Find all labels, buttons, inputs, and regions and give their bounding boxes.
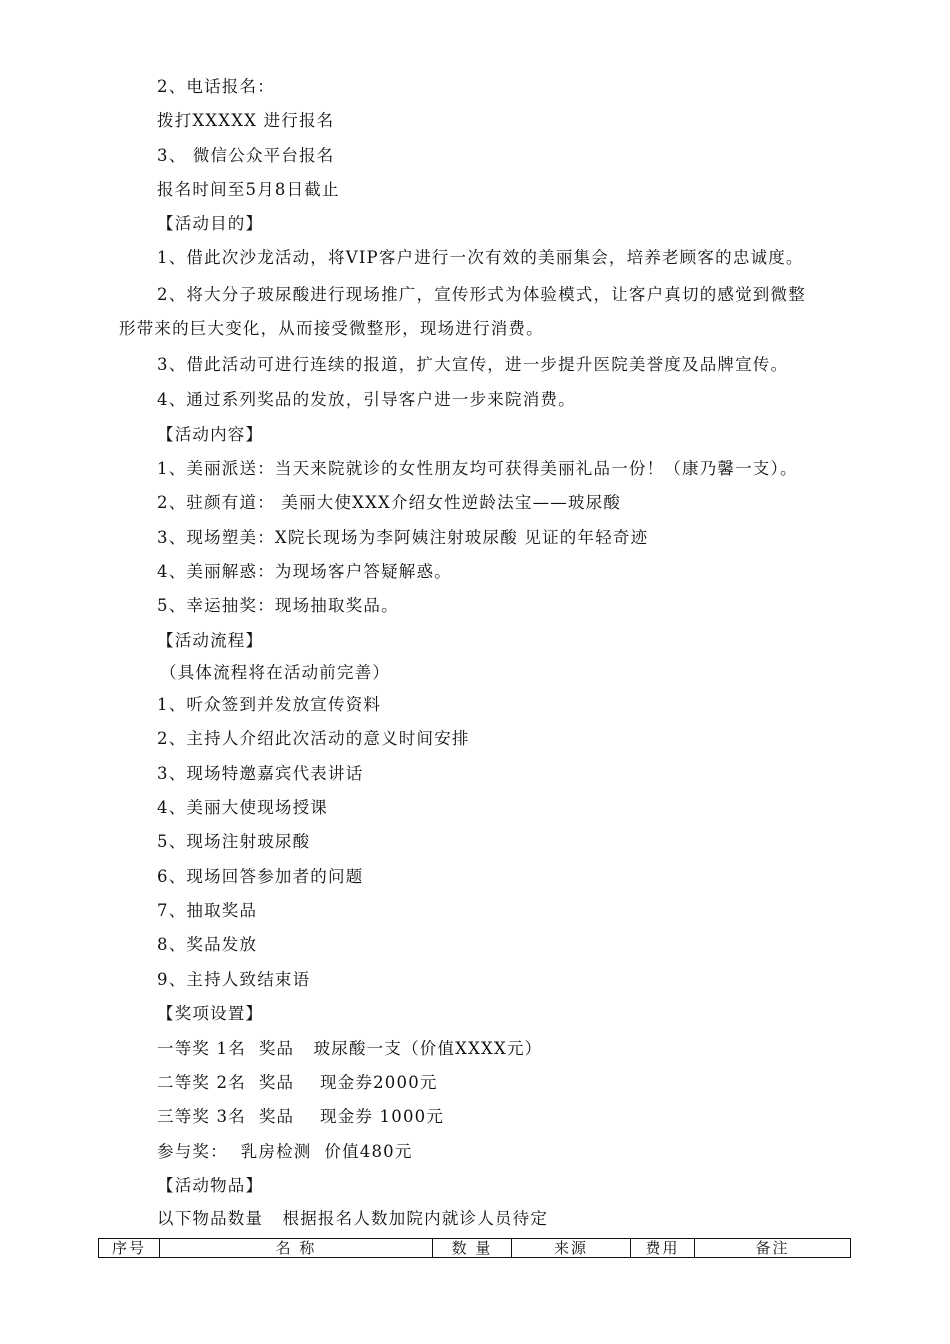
items-table: [98, 1238, 851, 1258]
text-line: 二等奖 2名 奖品 现金券2000元: [157, 1073, 438, 1092]
text-line: 5、幸运抽奖：现场抽取奖品。: [157, 596, 399, 615]
text-line: 2、主持人介绍此次活动的意义时间安排: [157, 729, 470, 748]
text-line: 1、听众签到并发放宣传资料: [157, 695, 382, 714]
text-line: 拨打XXXXX 进行报名: [157, 111, 335, 130]
table-header-cell: 来源: [512, 1239, 631, 1258]
text-line: 报名时间至5月8日截止: [157, 180, 340, 199]
text-line: 4、通过系列奖品的发放，引导客户进一步来院消费。: [157, 390, 576, 409]
text-line: 一等奖 1名 奖品 玻尿酸一支（价值XXXX元）: [157, 1039, 543, 1058]
text-line: 2、电话报名：: [157, 77, 275, 96]
text-line: 2、将大分子玻尿酸进行现场推广，宣传形式为体验模式，让客户真切的感觉到微整: [157, 285, 806, 304]
section-heading: 【活动内容】: [157, 425, 264, 444]
text-line: 形带来的巨大变化，从而接受微整形，现场进行消费。: [119, 319, 544, 338]
table-header-cell: 名 称: [160, 1239, 433, 1258]
text-line: 4、美丽大使现场授课: [157, 798, 328, 817]
table-header-cell: 费用: [631, 1239, 695, 1258]
text-line: 5、现场注射玻尿酸: [157, 832, 311, 851]
text-line: 3、现场特邀嘉宾代表讲话: [157, 764, 364, 783]
text-line: 8、奖品发放: [157, 935, 258, 954]
text-line: 1、美丽派送：当天来院就诊的女性朋友均可获得美丽礼品一份！（康乃馨一支）。: [157, 459, 798, 478]
text-line: 9、主持人致结束语: [157, 970, 311, 989]
text-line: 以下物品数量 根据报名人数加院内就诊人员待定: [157, 1209, 549, 1228]
text-line: 参与奖： 乳房检测 价值480元: [157, 1142, 413, 1161]
table-header-row: [99, 1239, 851, 1258]
section-heading: 【活动流程】: [157, 631, 264, 650]
table-header-cell: 备注: [695, 1239, 851, 1258]
text-line: 7、抽取奖品: [157, 901, 258, 920]
text-line: （具体流程将在活动前完善）: [160, 663, 391, 682]
text-line: 3、借此活动可进行连续的报道，扩大宣传，进一步提升医院美誉度及品牌宣传。: [157, 355, 789, 374]
text-line: 2、驻颜有道： 美丽大使XXX介绍女性逆龄法宝——玻尿酸: [157, 493, 622, 512]
section-heading: 【活动目的】: [157, 214, 264, 233]
text-line: 4、美丽解惑：为现场客户答疑解惑。: [157, 562, 452, 581]
section-heading: 【活动物品】: [157, 1176, 264, 1195]
table-header-cell: 数 量: [433, 1239, 512, 1258]
section-heading: 【奖项设置】: [157, 1004, 264, 1023]
text-line: 3、 微信公众平台报名: [157, 146, 335, 165]
text-line: 3、现场塑美：X院长现场为李阿姨注射玻尿酸 见证的年轻奇迹: [157, 528, 649, 547]
table-header-cell: 序号: [99, 1239, 160, 1258]
text-line: 三等奖 3名 奖品 现金券 1000元: [157, 1107, 445, 1126]
text-line: 6、现场回答参加者的问题: [157, 867, 364, 886]
text-line: 1、借此次沙龙活动，将VIP客户进行一次有效的美丽集会，培养老顾客的忠诚度。: [157, 248, 804, 267]
